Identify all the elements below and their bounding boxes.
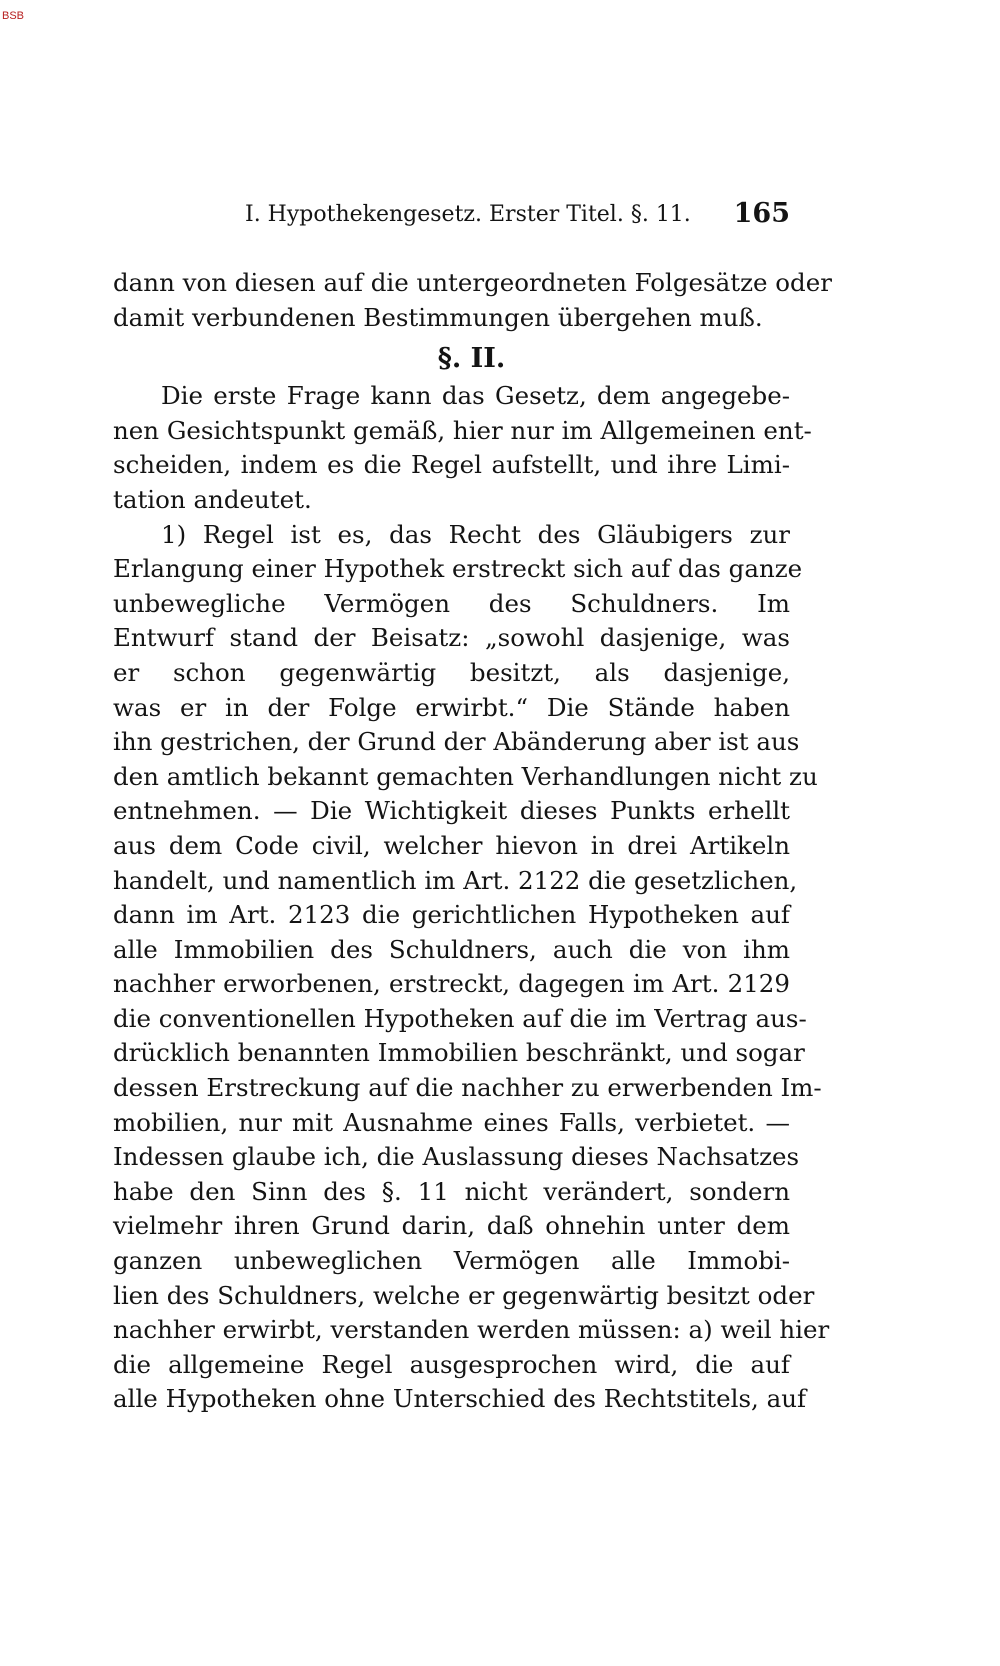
text-line: Erlangung einer Hypothek erstreckt sich auf das ganze [113, 554, 803, 584]
text-line: was er in der Folge erwirbt.“ Die Stände haben [113, 692, 790, 722]
text-line: alle Hypotheken ohne Unterschied des Rechtstitels, auf [113, 1384, 807, 1414]
text-line: 1) Regel ist es, das Recht des Gläubigers zur [161, 519, 790, 549]
text-line: damit verbundenen Bestimmungen übergehen muß. [113, 302, 763, 332]
text-line: ihn gestrichen, der Grund der Abänderung aber ist aus [113, 727, 800, 757]
text-line: habe den Sinn des §. 11 nicht verändert, sondern [113, 1176, 790, 1206]
text-line: drücklich benannten Immobilien beschränkt, und sogar [113, 1038, 805, 1068]
text-line: mobilien, nur mit Ausnahme eines Falls, verbietet. — [113, 1107, 790, 1137]
text-line: er schon gegenwärtig besitzt, als dasjenige, [113, 657, 790, 687]
text-line: aus dem Code civil, welcher hievon in drei Artikeln [113, 830, 790, 860]
text-line: scheiden, indem es die Regel aufstellt, und ihre Limi- [113, 450, 790, 480]
page-number: 165 [733, 198, 790, 229]
page-header [245, 198, 790, 238]
library-stamp: BSB [2, 10, 25, 22]
text-line: unbewegliche Vermögen des Schuldners. Im [113, 588, 790, 618]
text-line: alle Immobilien des Schuldners, auch die von ihm [113, 934, 790, 964]
text-line: Entwurf stand der Beisatz: „sowohl dasjenige, was [113, 623, 790, 653]
running-title: I. Hypothekengesetz. Erster Titel. §. 11. [245, 202, 691, 227]
text-line: dessen Erstreckung auf die nachher zu erwerbenden Im- [113, 1073, 822, 1103]
text-line: Indessen glaube ich, die Auslassung dieses Nachsatzes [113, 1142, 800, 1172]
section-heading: §. II. [437, 343, 506, 375]
text-line: die allgemeine Regel ausgesprochen wird, die auf [113, 1349, 790, 1379]
text-line: die conventionellen Hypotheken auf die im Vertrag aus- [113, 1003, 807, 1033]
text-line: tation andeutet. [113, 484, 312, 514]
text-line: Die erste Frage kann das Gesetz, dem angegebe- [161, 381, 790, 411]
text-line: den amtlich bekannt gemachten Verhandlungen nicht zu [113, 761, 818, 791]
text-line: lien des Schuldners, welche er gegenwärtig besitzt oder [113, 1280, 815, 1310]
text-line: dann im Art. 2123 die gerichtlichen Hypotheken auf [113, 900, 790, 930]
text-line: vielmehr ihren Grund darin, daß ohnehin unter dem [113, 1211, 790, 1241]
text-line: ganzen unbeweglichen Vermögen alle Immobi- [113, 1246, 790, 1276]
text-line: nen Gesichtspunkt gemäß, hier nur im Allgemeinen ent- [113, 415, 812, 445]
text-line: nachher erwirbt, verstanden werden müssen: a) weil hier [113, 1315, 830, 1345]
text-line: nachher erworbenen, erstreckt, dagegen im Art. 2129 [113, 969, 790, 999]
text-line: handelt, und namentlich im Art. 2122 die gesetzlichen, [113, 865, 798, 895]
text-line: dann von diesen auf die untergeordneten Folgesätze oder [113, 268, 832, 297]
body-text [113, 266, 832, 1417]
text-line: entnehmen. — Die Wichtigkeit dieses Punkts erhellt [113, 796, 790, 826]
